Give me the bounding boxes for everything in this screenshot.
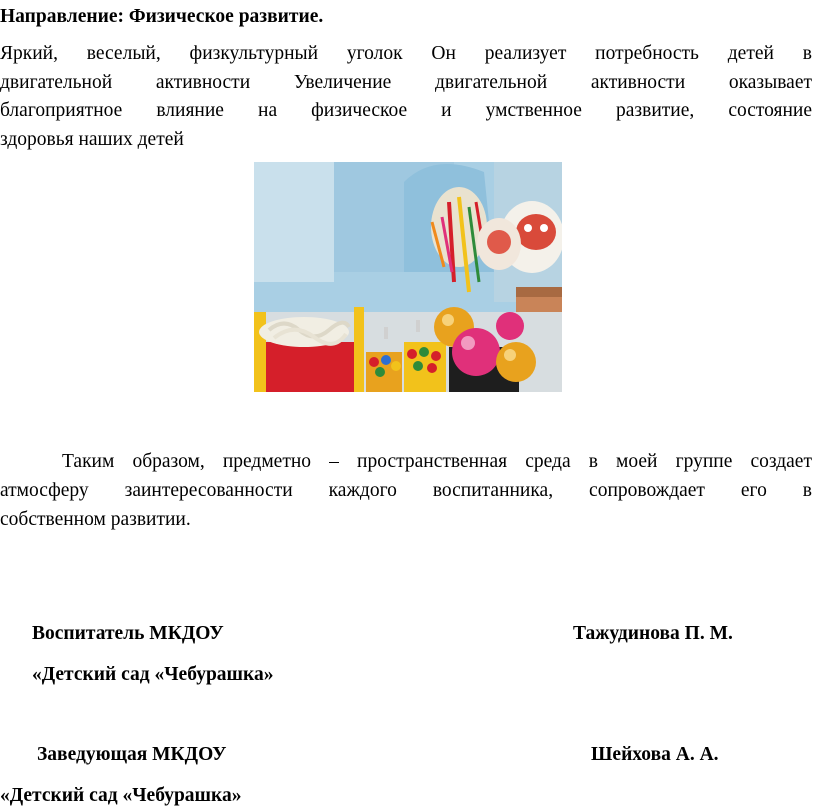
conclusion-line: собственном развитии. bbox=[0, 509, 191, 530]
intro-line: Яркий, веселый, физкультурный уголок Он реализует потребность детей в bbox=[0, 43, 812, 64]
conclusion-line: атмосферу заинтересованности каждого воспитанника, сопровождает его в bbox=[0, 480, 812, 501]
pink-ball bbox=[452, 328, 500, 376]
educator-name: Тажудинова П. М. bbox=[573, 623, 733, 644]
intro-line: благоприятное влияние на физическое и умственное развитие, состояние bbox=[0, 100, 812, 121]
sports-corner-photo-illustration bbox=[254, 162, 562, 392]
conclusion-paragraph bbox=[0, 447, 812, 534]
educator-organization: «Детский сад «Чебурашка» bbox=[32, 664, 274, 685]
educator-title: Воспитатель МКДОУ bbox=[32, 623, 224, 644]
red-box bbox=[254, 342, 354, 392]
rope-pile bbox=[259, 317, 349, 347]
intro-paragraph bbox=[0, 40, 812, 154]
section-heading: Направление: Физическое развитие. bbox=[0, 6, 324, 27]
intro-line: здоровья наших детей bbox=[0, 128, 184, 150]
head-name: Шейхова А. А. bbox=[591, 744, 719, 765]
head-title: Заведующая МКДОУ bbox=[37, 744, 227, 765]
intro-line: двигательной активности Увеличение двигательной активности оказывает bbox=[0, 71, 812, 93]
sports-corner-photo bbox=[254, 162, 562, 392]
head-organization: «Детский сад «Чебурашка» bbox=[0, 785, 242, 806]
conclusion-line: Таким образом, предметно – пространственная среда в моей группе создает bbox=[62, 451, 812, 472]
pink-ball-small bbox=[496, 312, 524, 340]
